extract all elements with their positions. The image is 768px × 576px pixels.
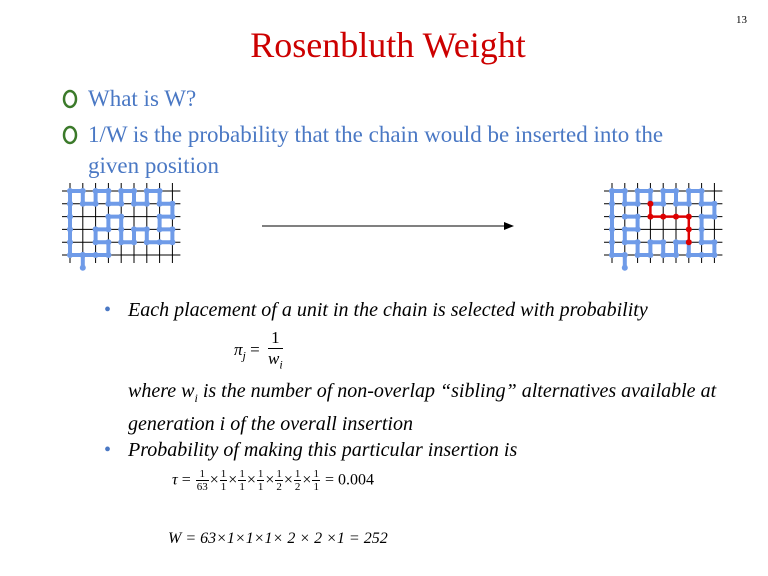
- inserted-chain-highlight: [647, 201, 691, 245]
- fraction: $\frac{1}{1}$: [220, 468, 227, 493]
- denominator: w: [267, 349, 280, 368]
- denominator-subscript: i: [279, 357, 283, 372]
- times-sign: ×: [302, 471, 312, 489]
- bullet-text: 1/W is the probability that the chain would be inserted into the given position: [88, 122, 664, 178]
- sub-bullet-text: Each placement of a unit in the chain is selected with probability: [128, 299, 648, 321]
- equals-sign: =: [250, 340, 260, 360]
- dot-icon: •: [104, 299, 112, 321]
- times-sign: ×: [265, 471, 275, 489]
- tau-result: = 0.004: [320, 471, 374, 489]
- sub-bullet-continuation: where $w_i$ is the number of non-overlap “sibling” alternatives available at generation i of the overall insertion: [128, 380, 717, 435]
- equation-w: W = 63×1×1×1× 2 × 2 ×1 = 252: [168, 530, 388, 547]
- times-sign: ×: [283, 471, 293, 489]
- fraction: $\frac{1}{63}$: [196, 468, 208, 493]
- equation-tau: [172, 468, 374, 493]
- numerator: 1: [268, 328, 283, 349]
- fraction: [268, 328, 283, 374]
- page-number: 13: [736, 14, 747, 26]
- fraction: $\frac{1}{1}$: [313, 468, 319, 493]
- transition-arrow: [262, 222, 514, 230]
- pi-subscript: j: [242, 348, 246, 363]
- equals-sign: =: [181, 471, 195, 489]
- fraction: $\frac{1}{2}$: [276, 468, 282, 493]
- bullet-text: What is W?: [88, 86, 197, 111]
- sub-bullet-item: [104, 297, 648, 323]
- sub-bullet-text: Probability of making this particular insertion is: [128, 439, 518, 461]
- tau-symbol: τ: [172, 471, 182, 489]
- times-sign: ×: [209, 471, 219, 489]
- sub-bullet-item: [104, 437, 517, 463]
- times-sign: ×: [246, 471, 256, 489]
- fraction: $\frac{1}{2}$: [294, 468, 301, 493]
- slide-title: Rosenbluth Weight: [250, 25, 526, 65]
- pi-symbol: π: [234, 340, 243, 360]
- fraction: $\frac{1}{1}$: [257, 468, 264, 493]
- fraction: $\frac{1}{1}$: [239, 468, 245, 493]
- times-sign: ×: [228, 471, 238, 489]
- equation-pi: [234, 328, 283, 374]
- dot-icon: •: [104, 439, 112, 461]
